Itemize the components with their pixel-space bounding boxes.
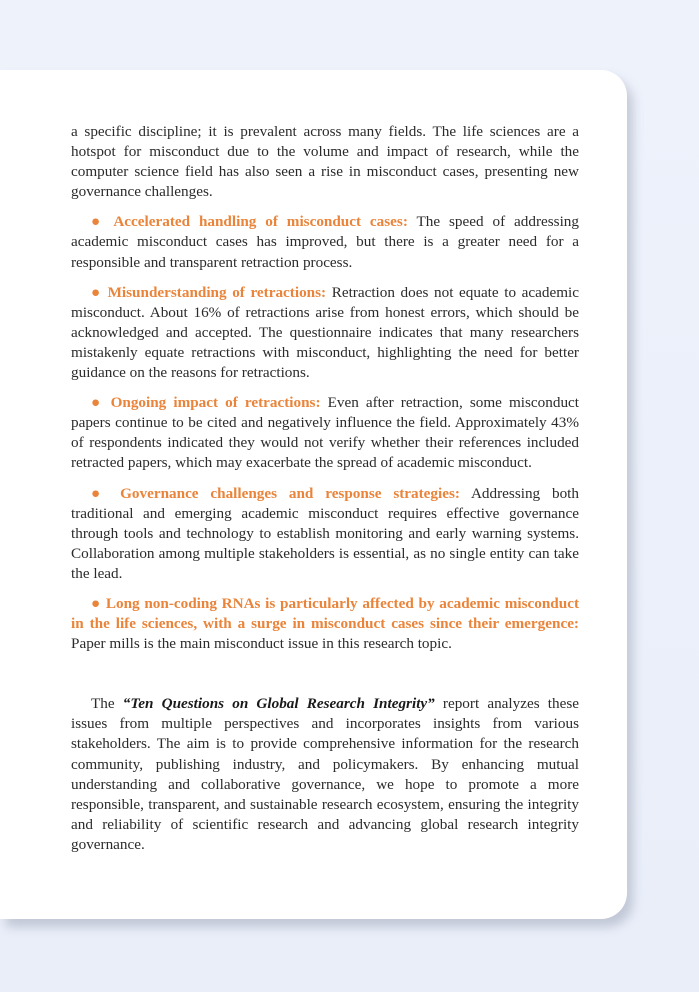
bullet-heading: ● Accelerated handling of misconduct cases: [91,213,408,231]
bullet-dot-icon: ● [91,594,102,612]
conclusion-paragraph [71,694,579,855]
bullet-dot-icon: ● [91,213,106,231]
bullet-dot-icon: ● [91,394,104,412]
bullet-item [71,283,579,383]
bullet-item [71,393,579,473]
conclusion-lead: The [91,695,123,713]
bullet-body: Even after retraction, some misconduct papers continue to be cited and negatively influence the field. Approximately 43% of respondents indicated they would not verify whether their references included retracted papers, which may exacerbate the spread of academic misconduct. [71,394,580,472]
bullet-heading: ● Governance challenges and response strategies: [91,484,460,502]
bullet-heading: ● Misunderstanding of retractions: [91,283,327,301]
bullet-body: Retraction does not equate to academic misconduct. About 16% of retractions arise from honest errors, which should be acknowledged and accepted. The questionnaire indicates that many researchers mistakenly equate retractions with misconduct, highlighting the need for better guidance on the reasons for retractions. [71,283,579,382]
intro-paragraph: a specific discipline; it is prevalent across many fields. The life sciences are a hotspot for misconduct due to the volume and impact of research, while the computer science field has also seen a rise in misconduct cases, presenting new governance challenges. [71,123,579,201]
bullet-item [71,594,579,654]
bullet-dot-icon: ● [91,283,102,301]
bullet-heading: ● Long non-coding RNAs is particularly affected by academic misconduct in the life sciences, with a surge in misconduct cases since their emergence: [71,594,579,633]
bullet-body: Paper mills is the main misconduct issue in this research topic. [71,635,452,653]
bullet-item [71,212,579,272]
bullet-heading: ● Ongoing impact of retractions: [91,394,321,412]
bullet-body: The speed of addressing academic misconduct cases has improved, but there is a greater need for a responsible and transparent retraction process. [71,213,579,271]
page-card [0,70,627,919]
conclusion-text: report analyzes these issues from multiple perspectives and incorporates insights from various stakeholders. The aim is to provide comprehensive information for the research community, publishing industry, and policymakers. By enhancing mutual understanding and collaborative governance, we hope to promote a more responsible, transparent, and sustainable research ecosystem, ensuring the integrity and reliability of scientific research and advancing global research integrity governance. [71,695,579,853]
bullet-dot-icon: ● [91,484,109,502]
bullet-item [71,484,579,584]
document-body [71,122,579,855]
bullet-body: Addressing both traditional and emerging academic misconduct requires effective governance through tools and technology to establish monitoring and early warning systems. Collaboration among multiple stakeholders is essential, as no single entity can take the lead. [71,484,579,582]
report-title: “Ten Questions on Global Research Integrity” [122,695,435,713]
